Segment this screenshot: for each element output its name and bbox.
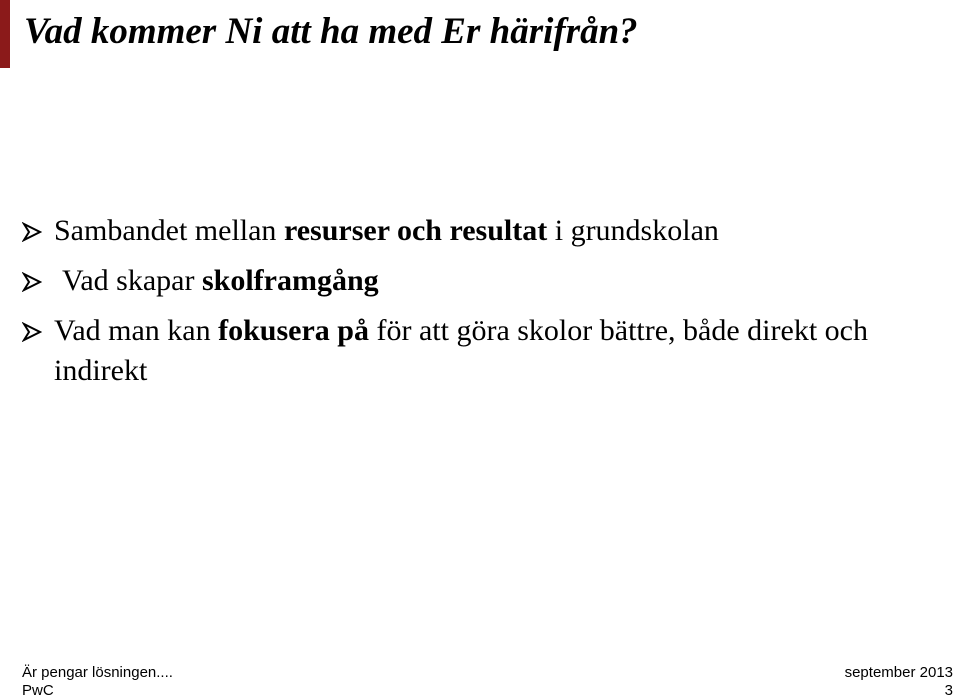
bullet-text (54, 214, 719, 247)
footer-left (22, 664, 173, 700)
bullet-item (22, 261, 942, 301)
bullet-item (22, 311, 942, 391)
bullet-text (54, 264, 379, 297)
bullet-text-part: för att göra skolor bättre, både direkt och indirekt (54, 314, 868, 387)
footer-company: PwC (22, 682, 54, 699)
footer-right (845, 664, 953, 700)
arrow-bullet-icon (22, 272, 42, 292)
bullet-text-part: Vad man kan (54, 314, 219, 347)
bullet-list (22, 211, 942, 401)
footer-date: september 2013 (844, 664, 953, 681)
bullet-text (54, 314, 868, 387)
bullet-item (22, 211, 942, 251)
bullet-text-emphasis: resurser och resultat (283, 214, 548, 247)
slide-title: Vad kommer Ni att ha med Er härifrån? (24, 11, 638, 52)
bullet-text-emphasis: skolframgång (201, 264, 379, 297)
bullet-text-part: i grundskolan (547, 214, 719, 247)
arrow-bullet-icon (22, 222, 42, 242)
bullet-text-part: Sambandet mellan (54, 214, 284, 247)
title-accent-bar (0, 0, 10, 68)
arrow-bullet-icon (22, 322, 42, 342)
footer-presentation-title: Är pengar lösningen.... (22, 664, 173, 681)
footer-page-number: 3 (944, 682, 953, 699)
bullet-text-emphasis: fokusera på (218, 314, 369, 347)
bullet-text-part: Vad skapar (62, 264, 202, 297)
